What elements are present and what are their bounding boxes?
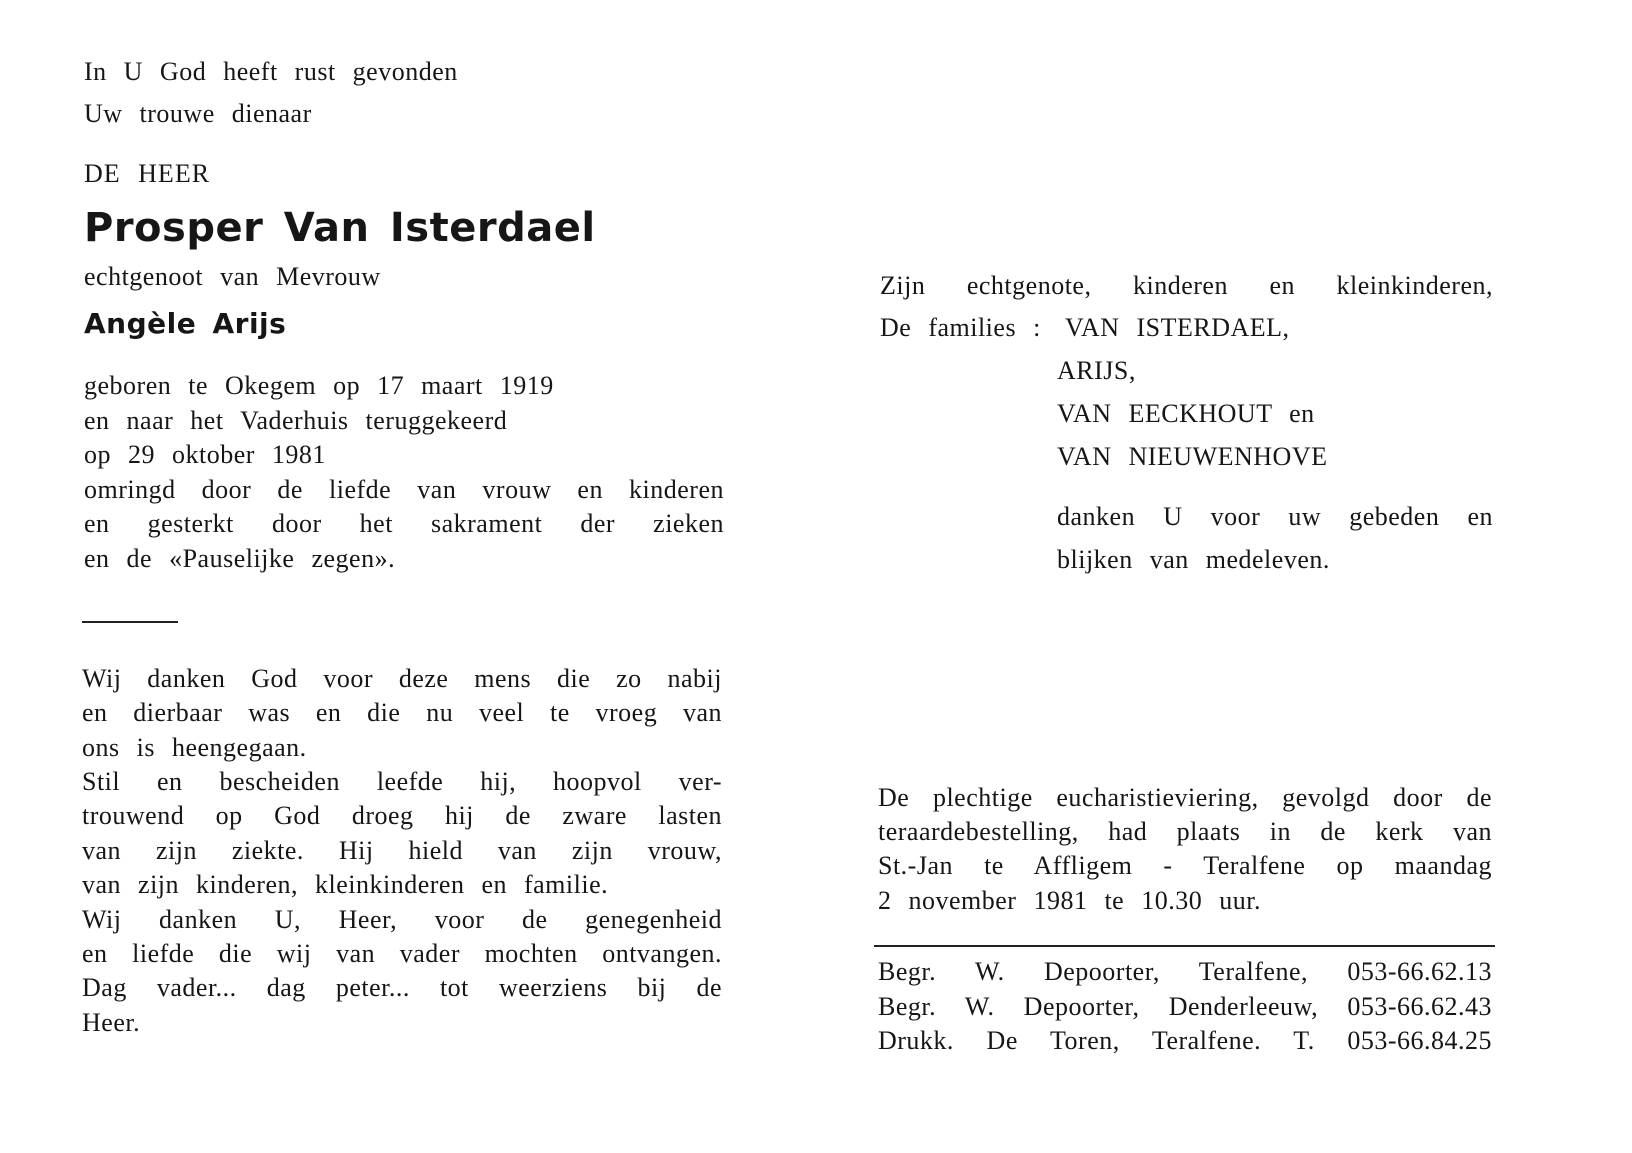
tribute-line: ons is heengegaan. xyxy=(82,733,307,762)
footer-line: Begr. W. Depoorter, Denderleeuw, 053-66.62.43 xyxy=(878,992,1492,1021)
tribute-line: Stil en bescheiden leefde hij, hoopvol ver- xyxy=(82,767,722,796)
family-name: VAN EECKHOUT en xyxy=(1057,399,1315,428)
tribute-line: van zijn kinderen, kleinkinderen en familie. xyxy=(82,870,609,899)
bio-line: en gesterkt door het sakrament der zieken xyxy=(84,509,724,538)
family-line: Zijn echtgenote, kinderen en kleinkinderen, xyxy=(880,271,1493,300)
intro-line-2: Uw trouwe dienaar xyxy=(84,99,312,128)
intro-line-1: In U God heeft rust gevonden xyxy=(84,57,458,86)
bio-line: op 29 oktober 1981 xyxy=(84,440,326,469)
ceremony-line: De plechtige eucharistieviering, gevolgd door de xyxy=(878,783,1492,812)
spouse-intro: echtgenoot van Mevrouw xyxy=(84,262,381,291)
ceremony-line: 2 november 1981 te 10.30 uur. xyxy=(878,886,1261,915)
tribute-line: en liefde die wij van vader mochten ontvangen. xyxy=(82,939,722,968)
bio-line: en de «Pauselijke zegen». xyxy=(84,544,396,573)
thanks-line: danken U voor uw gebeden en xyxy=(1057,502,1493,531)
tribute-line: trouwend op God droeg hij de zware lasten xyxy=(82,801,722,830)
tribute-line: en dierbaar was en die nu veel te vroeg van xyxy=(82,698,722,727)
footer-line: Begr. W. Depoorter, Teralfene, 053-66.62.13 xyxy=(878,957,1492,986)
bio-line: geboren te Okegem op 17 maart 1919 xyxy=(84,371,554,400)
tribute-line: Dag vader... dag peter... tot weerziens bij de xyxy=(82,973,722,1002)
tribute-line: Wij danken U, Heer, voor de genegenheid xyxy=(82,905,722,934)
family-name: VAN ISTERDAEL, xyxy=(1065,313,1290,342)
bio-line: en naar het Vaderhuis teruggekeerd xyxy=(84,406,508,435)
thanks-line: blijken van medeleven. xyxy=(1057,545,1330,574)
tribute-line: van zijn ziekte. Hij hield van zijn vrouw, xyxy=(82,836,722,865)
ceremony-line: St.-Jan te Affligem - Teralfene op maandag xyxy=(878,851,1492,880)
tribute-line: Wij danken God voor deze mens die zo nabij xyxy=(82,664,722,693)
footer-line: Drukk. De Toren, Teralfene. T. 053-66.84.25 xyxy=(878,1026,1492,1055)
spouse-name: Angèle Arijs xyxy=(84,307,287,340)
title-prefix: DE HEER xyxy=(84,159,211,188)
short-divider xyxy=(82,621,178,623)
bio-line: omringd door de liefde van vrouw en kinderen xyxy=(84,475,724,504)
ceremony-line: teraardebestelling, had plaats in de kerk van xyxy=(878,817,1492,846)
family-name: ARIJS, xyxy=(1057,356,1136,385)
footer-divider xyxy=(874,945,1495,947)
families-label: De families : xyxy=(880,313,1041,342)
deceased-name: Prosper Van Isterdael xyxy=(84,205,596,251)
tribute-line: Heer. xyxy=(82,1008,141,1037)
family-name: VAN NIEUWENHOVE xyxy=(1057,442,1328,471)
